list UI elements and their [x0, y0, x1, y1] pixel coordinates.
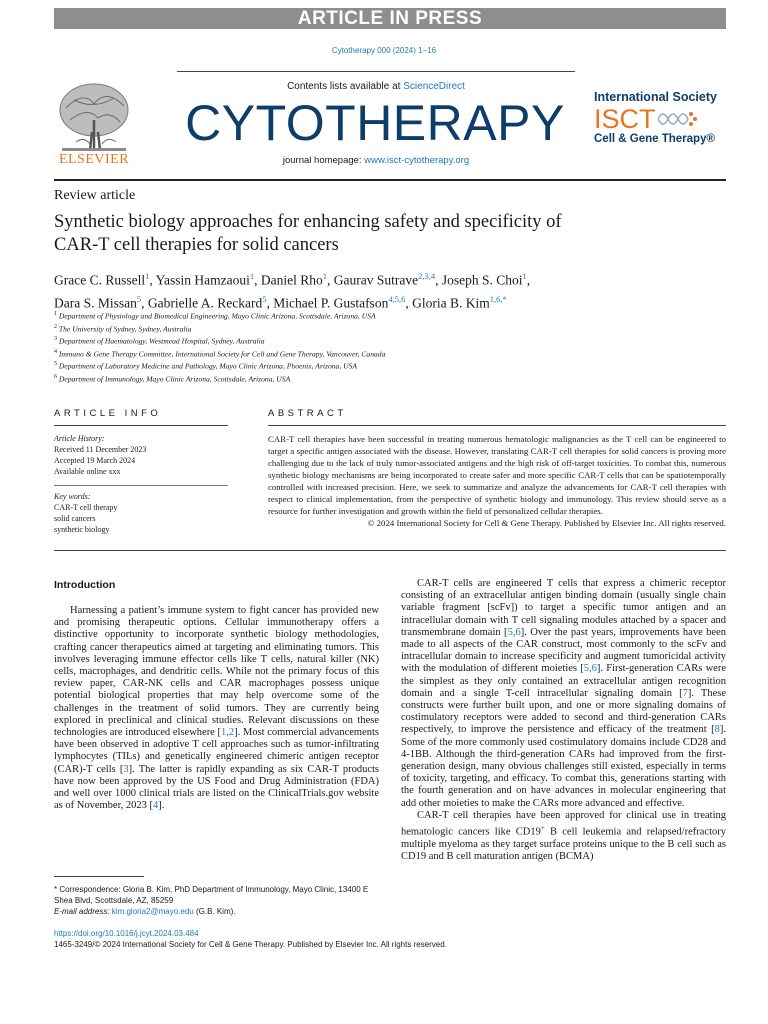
author-sep: , [141, 295, 148, 310]
keyword: solid cancers [54, 514, 96, 523]
doi-link[interactable]: https://doi.org/10.1016/j.jcyt.2024.03.484 [54, 929, 199, 938]
affiliation-number: 5 [54, 361, 57, 368]
affiliation [54, 372, 385, 385]
info-separator [54, 485, 228, 486]
text-run: CAR-T cell therapies have been approved for clinical use in treating hematologic cancers like CD19 [401, 809, 726, 838]
author-name: Joseph S. Choi [441, 272, 523, 288]
online-date: Available online xxx [54, 467, 121, 476]
author-sep: , [149, 272, 156, 288]
keywords [54, 491, 228, 535]
email-label: E-mail address: [54, 907, 112, 916]
issn-line: 1465-3249/© 2024 International Society for Cell & Gene Therapy. Published by Elsevier Inc. All rights reserved. [54, 940, 447, 949]
affiliation-number: 6 [54, 373, 57, 380]
author-sep: , [526, 272, 531, 288]
article-title [54, 211, 674, 257]
sciencedirect-link[interactable]: ScienceDirect [403, 81, 465, 92]
affiliation-number: 3 [54, 336, 57, 343]
author-list [54, 267, 734, 312]
superscript: + [540, 824, 545, 833]
isct-logo [594, 90, 730, 145]
affiliation [54, 334, 385, 347]
abstract-body [268, 433, 726, 529]
abstract-copyright: © 2024 International Society for Cell & Gene Therapy. Published by Elsevier Inc. All rights reserved. [367, 518, 726, 528]
author-affil-ref[interactable]: 2,3,4 [418, 271, 436, 281]
front-matter-end-rule [54, 550, 726, 551]
article-info-heading: ARTICLE INFO [54, 408, 162, 419]
author-affil-ref[interactable]: 5 [136, 293, 142, 304]
text-run: B cell leukemia and relapsed/refractory multiple myeloma as they target surface proteins unique to the B cell such as CD19 and B cell maturation antigen (BCMA) [401, 826, 726, 862]
dna-helix-icon [658, 109, 698, 129]
keyword: synthetic biology [54, 525, 110, 534]
affiliation-number: 2 [54, 323, 57, 330]
title-line-2: CAR-T cell therapies for solid cancers [54, 235, 339, 255]
affiliation-list [54, 309, 385, 384]
reference-link[interactable]: 1,2 [221, 727, 235, 739]
reference-link[interactable]: 8 [714, 724, 720, 736]
author-affil-ref[interactable]: 4,5,6 [388, 293, 406, 304]
text-run: ]. First-generation CARs were the simplest as they only contained an extracellular antigen recognition domain and a single T-cell intracellular signaling domain [ [401, 663, 726, 699]
affiliation-number: 1 [54, 311, 57, 317]
abstract-rule [268, 425, 726, 426]
abstract-text: CAR-T cell therapies have been successful in treating numerous hematologic malignancies as the T cell can be engineered to target a specific antigen associated with the disease. However, translating CAR-T cell therapies for solid cancers is proving more challenging due to the lack of truly tumor-associated antigens and the high risk of off-target toxicities. To combat this, numerous synthetic biology mechanisms are being incorporated to create safer and more specific CAR-T cells that can be spatiotemporally controlled with increased precision. Here, we seek to summarize and analyze the advancements for CAR-T cell therapies with respect to clinical implementation, from the perspective of synthetic biology and immunology. This review should serve as a resource for further investigation and growth within the field of personalized cellular therapies. [268, 434, 726, 516]
affiliation-text: Immuno & Gene Therapy Committee, International Society for Cell and Gene Therapy, Vancouver, Canada [58, 349, 386, 359]
article-in-press-banner: ARTICLE IN PRESS [54, 8, 726, 29]
received-date: Received 11 December 2023 [54, 445, 147, 454]
text-run: ]. [158, 800, 165, 812]
masthead-bottom-rule [54, 179, 726, 181]
isct-line-1: International Society [594, 90, 717, 104]
body-column-left [54, 605, 379, 812]
reference-link[interactable]: 4 [153, 800, 159, 812]
contents-prefix: Contents lists available at [287, 81, 404, 92]
author-name: Daniel Rho [260, 272, 323, 288]
affiliation-text: Department of Haematology, Westmead Hospital, Sydney, Australia [58, 336, 265, 346]
text-run: CAR-T cells are engineered T cells that express a chimeric receptor consisting of an extracellular antigen binding domain (usually single chain variable fragment [scFv]) to target a specific tumor antigen and an intracellular domain with T cell signaling modules attached by a spacer and transmembrane domain [ [401, 578, 726, 638]
body-paragraph [401, 578, 726, 810]
author-name: Gabrielle A. Reckard [147, 295, 263, 310]
author-name: Michael P. Gustafson [273, 295, 389, 310]
affiliation-text: The University of Sydney, Sydney, Australia [58, 324, 192, 334]
article-history [54, 433, 228, 477]
author-affil-ref[interactable]: 1 [145, 271, 150, 281]
history-heading: Article History: [54, 434, 105, 443]
text-run: Harnessing a patient’s immune system to fight cancer has provided new and promising therapeutic options. Cellular immunotherapy offers a distinctive opportunity to incorporate synthetic biology methodologies, crafting cancer therapeutics aimed at targeting and eliminating tumors. This involves leveraging immune effector cells like T cells, natural killer (NK) cells, macrophages, and dendritic cells. While not the primary focus of this review paper, CAR-NK cells and CAR macrophages possess unique potential biological properties that may help overcome some of the challenges in the treatment of solid tumors. They are currently being explored in preclinical and clinical studies. Relevant discussions on these technologies are introduced elsewhere [ [54, 605, 379, 739]
reference-link[interactable]: 5,6 [583, 663, 597, 675]
correspondence-text: * Correspondence: Gloria B. Kim, PhD Department of Immunology, Mayo Clinic, 13400 E Shea Blvd, Scottsdale, AZ, 85259 [54, 885, 369, 905]
isct-acronym: ISCT [594, 104, 656, 134]
text-run: ]. The latter is rapidly expanding as six CAR-T products have now been approved by the US Food and Drug Administration (FDA) and well over 1000 clinical trials are listed on the ClinicalTrials.gov website as of November, 2023 [ [54, 763, 380, 812]
contents-line [177, 81, 575, 92]
email-suffix: (G.B. Kim). [193, 907, 236, 916]
author-name: Grace C. Russell [54, 272, 146, 288]
author-affil-ref[interactable]: 1 [522, 271, 527, 281]
author-name: Gloria B. Kim [412, 295, 490, 310]
article-info-rule [54, 425, 228, 426]
keywords-heading: Key words: [54, 492, 91, 501]
author-sep: , [266, 295, 274, 310]
introduction-heading: Introduction [54, 579, 116, 591]
reference-link[interactable]: 3 [123, 763, 129, 775]
isct-line-2 [594, 105, 730, 133]
isct-line-3: Cell & Gene Therapy® [594, 133, 715, 145]
author-name: Gaurav Sutrave [333, 272, 419, 288]
affiliation-text: Department of Laboratory Medicine and Pathology, Mayo Clinic Arizona, Phoenix, Arizona, USA [58, 361, 358, 371]
body-paragraph [401, 810, 726, 863]
correspondence-footnote [54, 884, 379, 917]
doi-block [54, 928, 447, 950]
affiliation-number: 4 [54, 348, 57, 355]
body-column-right [401, 578, 726, 863]
email-link[interactable]: kim.gloria2@mayo.edu [111, 907, 194, 916]
homepage-prefix: journal homepage: [282, 155, 365, 166]
footnote-rule [54, 876, 144, 877]
abstract-heading: ABSTRACT [268, 408, 347, 419]
reference-link[interactable]: 5,6 [507, 626, 521, 638]
author-affil-ref[interactable]: 1 [249, 271, 255, 281]
author-sep: , [405, 295, 413, 310]
author-affil-ref[interactable]: 5 [262, 293, 267, 304]
journal-citation[interactable]: Cytotherapy 000 (2024) 1−16 [331, 46, 437, 55]
journal-homepage [177, 155, 575, 166]
text-run: ]. Some of the more commonly used costimulatory domains include CD28 and 4-1BB. Although the third-generation CARs had improved from the first-generation design, many obvious challenges still existed, especially in terms of toxicity, targeting, and efficacy. To combat this, generations starting with the fourth generation and on have advances in molecular engineering that add other moieties to make the CARs more advanced and effective. [401, 724, 726, 809]
journal-title: CYTOTHERAPY [185, 95, 565, 151]
text-run: ]. Most commercial advancements have been observed in adoptive T cell approaches such as tumor-infiltrating lymphocytes (TILs) and genetically engineered chimeric antigen receptor (CAR)-T cells [ [54, 727, 379, 775]
affiliation-text: Department of Physiology and Biomedical Engineering, Mayo Clinic Arizona, Scottsdale, Arizona, USA [58, 311, 376, 321]
reference-link[interactable]: 7 [682, 687, 688, 699]
affiliation [54, 359, 385, 372]
author-sep: , [254, 272, 261, 288]
text-run: ]. These constructs were further built upon, and one or more signaling domains of costimulatory receptors were added to second and third-generation CARs respectively, to improve the persistence and efficacy of the treatment [ [401, 687, 726, 736]
author-affil-ref[interactable]: 1,6,* [489, 293, 507, 304]
elsevier-wordmark: ELSEVIER [58, 152, 130, 167]
author-name: Yassin Hamzaoui [155, 272, 250, 288]
affiliation [54, 309, 385, 322]
affiliation [54, 322, 385, 335]
authors-line-1 [54, 267, 734, 290]
body-paragraph [54, 605, 379, 812]
author-name: Dara S. Missan [54, 295, 137, 310]
author-sep: , [435, 272, 442, 288]
keyword: CAR-T cell therapy [54, 503, 118, 512]
email-line [54, 906, 379, 917]
text-run: ]. Over the past years, improvements have been made to all aspects of the CAR construct, most commonly to the scFv and intracellular domain to increase specificity and augment tumoricidal activity with the modulation of different moieties [ [401, 626, 726, 675]
article-type: Review article [54, 188, 136, 203]
accepted-date: Accepted 19 March 2024 [54, 456, 136, 465]
author-affil-ref[interactable]: 1 [322, 271, 327, 281]
author-sep: , [326, 272, 334, 288]
title-line-1: Synthetic biology approaches for enhancing safety and specificity of [54, 212, 562, 232]
affiliation-text: Department of Immunology, Mayo Clinic Arizona, Scottsdale, Arizona, USA [58, 374, 291, 384]
affiliation [54, 347, 385, 360]
homepage-link[interactable]: www.isct-cytotherapy.org [364, 155, 470, 166]
masthead-top-rule [177, 71, 575, 72]
